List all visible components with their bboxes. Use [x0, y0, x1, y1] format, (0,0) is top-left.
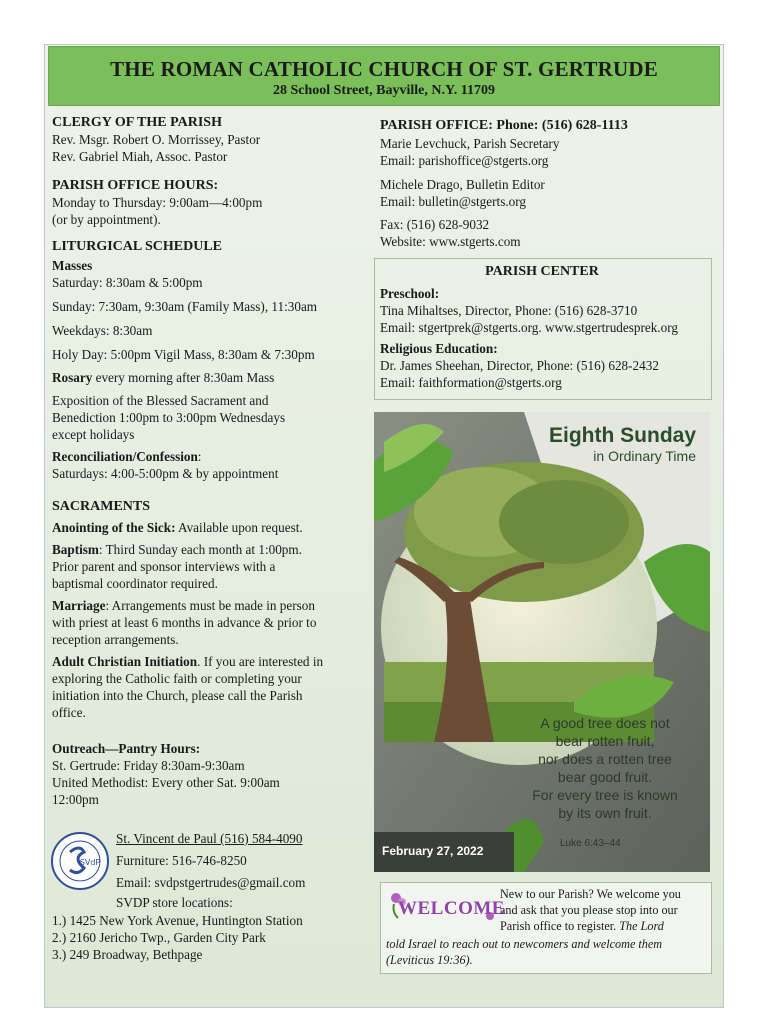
- anointing-text: Available upon request.: [175, 520, 303, 535]
- adult-initiation-line: initiation into the Church, please call the Parish: [52, 688, 303, 703]
- parish-center-section: [380, 285, 678, 391]
- marriage-line: with priest at least 6 months in advance & prior to: [52, 615, 317, 630]
- marriage-line: [52, 597, 323, 614]
- svdp-logo: [50, 830, 110, 892]
- reconciliation-colon: :: [197, 449, 202, 464]
- svdp-section: [116, 830, 305, 911]
- clergy-heading: CLERGY OF THE PARISH: [52, 115, 222, 130]
- marriage-label: Marriage: [52, 598, 106, 613]
- welcome-italic-inline: The Lord: [619, 919, 664, 933]
- masses-label: Masses: [52, 258, 93, 273]
- svdp-stores-heading: SVDP store locations:: [116, 895, 233, 910]
- parish-office-line: Website: www.stgerts.com: [380, 234, 521, 249]
- welcome-line: [500, 918, 681, 934]
- anointing-label: Anointing of the Sick:: [52, 520, 176, 535]
- parish-office-line: Fax: (516) 628-9032: [380, 217, 490, 232]
- adult-initiation-line: exploring the Catholic faith or completing your: [52, 671, 302, 686]
- mass-weekdays: Weekdays: 8:30am: [52, 323, 153, 338]
- adult-initiation-line: [52, 653, 323, 670]
- welcome-logo: [386, 890, 505, 924]
- poster-quote-line: A good tree does not: [540, 715, 670, 731]
- anointing-line: [52, 519, 323, 536]
- religious-ed-line: Email: faithformation@stgerts.org: [380, 375, 562, 390]
- poster-date: February 27, 2022: [382, 844, 484, 858]
- preschool-line: Tina Mihaltses, Director, Phone: (516) 628-3710: [380, 303, 638, 318]
- office-hours-heading: PARISH OFFICE HOURS:: [52, 178, 219, 193]
- parish-office-line: Marie Levchuck, Parish Secretary: [380, 136, 560, 151]
- rosary-label: Rosary: [52, 370, 93, 385]
- parish-office-line: Email: bulletin@stgerts.org: [380, 194, 526, 209]
- sacraments-heading: SACRAMENTS: [52, 499, 151, 514]
- welcome-italic-line: told Israel to reach out to newcomers and welcome them: [386, 937, 663, 951]
- rosary-text: every morning after 8:30am Mass: [92, 370, 275, 385]
- marriage-text: : Arrangements must be made in person: [105, 598, 315, 613]
- baptism-text: : Third Sunday each month at 1:00pm.: [98, 542, 302, 557]
- religious-ed-line: Dr. James Sheehan, Director, Phone: (516) 628-2432: [380, 358, 659, 373]
- poster-quote-line: nor does a rotten tree: [538, 751, 672, 767]
- liturgical-heading: LITURGICAL SCHEDULE: [52, 239, 222, 254]
- parish-office-line: Michele Drago, Bulletin Editor: [380, 177, 545, 192]
- outreach-line: St. Gertrude: Friday 8:30am-9:30am: [52, 758, 245, 773]
- poster-quote-line: For every tree is known: [532, 787, 678, 803]
- office-hours-section: [52, 177, 262, 228]
- poster-quote: [510, 714, 700, 822]
- parish-center-heading: PARISH CENTER: [485, 264, 599, 279]
- sacraments-section: [52, 498, 323, 721]
- church-address: 28 School Street, Bayville, N.Y. 11709: [272, 83, 496, 98]
- svdp-store: 2.) 2160 Jericho Twp., Garden City Park: [52, 930, 266, 945]
- exposition-line: except holidays: [52, 427, 135, 442]
- clergy-line: Rev. Msgr. Robert O. Morrissey, Pastor: [52, 132, 261, 147]
- poster-title: Eighth Sunday: [549, 424, 696, 447]
- preschool-label: Preschool:: [380, 286, 440, 301]
- poster-citation: Luke 6:43–44: [560, 838, 621, 849]
- outreach-heading: Outreach—Pantry Hours:: [52, 741, 201, 756]
- reconciliation-label: Reconciliation/Confession: [52, 449, 198, 464]
- liturgical-section: [52, 238, 317, 482]
- welcome-text: [500, 886, 681, 934]
- svdp-store: 1.) 1425 New York Avenue, Huntington Station: [52, 913, 303, 928]
- svdp-stores: [52, 912, 303, 963]
- exposition-line: Benediction 1:00pm to 3:00pm Wednesdays: [52, 410, 286, 425]
- reconciliation-line: [52, 448, 317, 465]
- baptism-line: [52, 541, 323, 558]
- rosary-line: [52, 369, 317, 386]
- svdp-logo-text: SVdP: [79, 858, 101, 867]
- office-hours-line: (or by appointment).: [52, 212, 161, 227]
- religious-ed-label: Religious Education:: [380, 341, 498, 356]
- baptism-label: Baptism: [52, 542, 99, 557]
- sunday-poster: [374, 412, 710, 872]
- poster-subtitle: in Ordinary Time: [593, 448, 696, 464]
- exposition-line: Exposition of the Blessed Sacrament and: [52, 393, 269, 408]
- svdp-name: St. Vincent de Paul (516) 584-4090: [116, 831, 303, 846]
- svdp-furniture: Furniture: 516-746-8250: [116, 853, 247, 868]
- welcome-line-text: Parish office to register.: [500, 919, 620, 933]
- outreach-line: United Methodist: Every other Sat. 9:00am: [52, 775, 280, 790]
- welcome-line: and ask that you please stop into our: [500, 903, 678, 917]
- clergy-line: Rev. Gabriel Miah, Assoc. Pastor: [52, 149, 228, 164]
- welcome-italic: [386, 936, 662, 968]
- poster-quote-line: by its own fruit.: [558, 805, 652, 821]
- parish-office-line: Email: parishoffice@stgerts.org: [380, 153, 549, 168]
- adult-initiation-text: . If you are interested in: [197, 654, 324, 669]
- outreach-line: 12:00pm: [52, 792, 99, 807]
- poster-quote-line: bear good fruit.: [557, 769, 653, 785]
- svdp-store: 3.) 249 Broadway, Bethpage: [52, 947, 203, 962]
- poster-quote-line: bear rotten fruit,: [555, 733, 655, 749]
- parish-office-heading: PARISH OFFICE: Phone: (516) 628-1113: [380, 118, 628, 133]
- mass-holyday: Holy Day: 5:00pm Vigil Mass, 8:30am & 7:30pm: [52, 347, 315, 362]
- parish-office-section: [380, 117, 628, 250]
- welcome-logo-text: WELCOME: [398, 898, 505, 919]
- reconciliation-text: Saturdays: 4:00-5:00pm & by appointment: [52, 466, 279, 481]
- poster-title-block: [549, 424, 696, 464]
- adult-initiation-line: office.: [52, 705, 86, 720]
- svdp-email: Email: svdpstgertrudes@gmail.com: [116, 875, 306, 890]
- baptism-line: baptismal coordinator required.: [52, 576, 218, 591]
- baptism-line: Prior parent and sponsor interviews with a: [52, 559, 276, 574]
- mass-saturday: Saturday: 8:30am & 5:00pm: [52, 275, 203, 290]
- clergy-section: [52, 114, 260, 165]
- welcome-italic-line: (Leviticus 19:36).: [386, 953, 473, 967]
- mass-sunday: Sunday: 7:30am, 9:30am (Family Mass), 11:30am: [52, 299, 318, 314]
- welcome-line: New to our Parish? We welcome you: [500, 887, 681, 901]
- bulletin-header: [48, 46, 720, 106]
- outreach-section: [52, 740, 280, 808]
- preschool-line: Email: stgertprek@stgerts.org. www.stgertrudesprek.org: [380, 320, 678, 335]
- office-hours-line: Monday to Thursday: 9:00am—4:00pm: [52, 195, 263, 210]
- marriage-line: reception arrangements.: [52, 632, 179, 647]
- church-title: THE ROMAN CATHOLIC CHURCH OF ST. GERTRUDE: [110, 57, 658, 81]
- adult-initiation-label: Adult Christian Initiation: [52, 654, 198, 669]
